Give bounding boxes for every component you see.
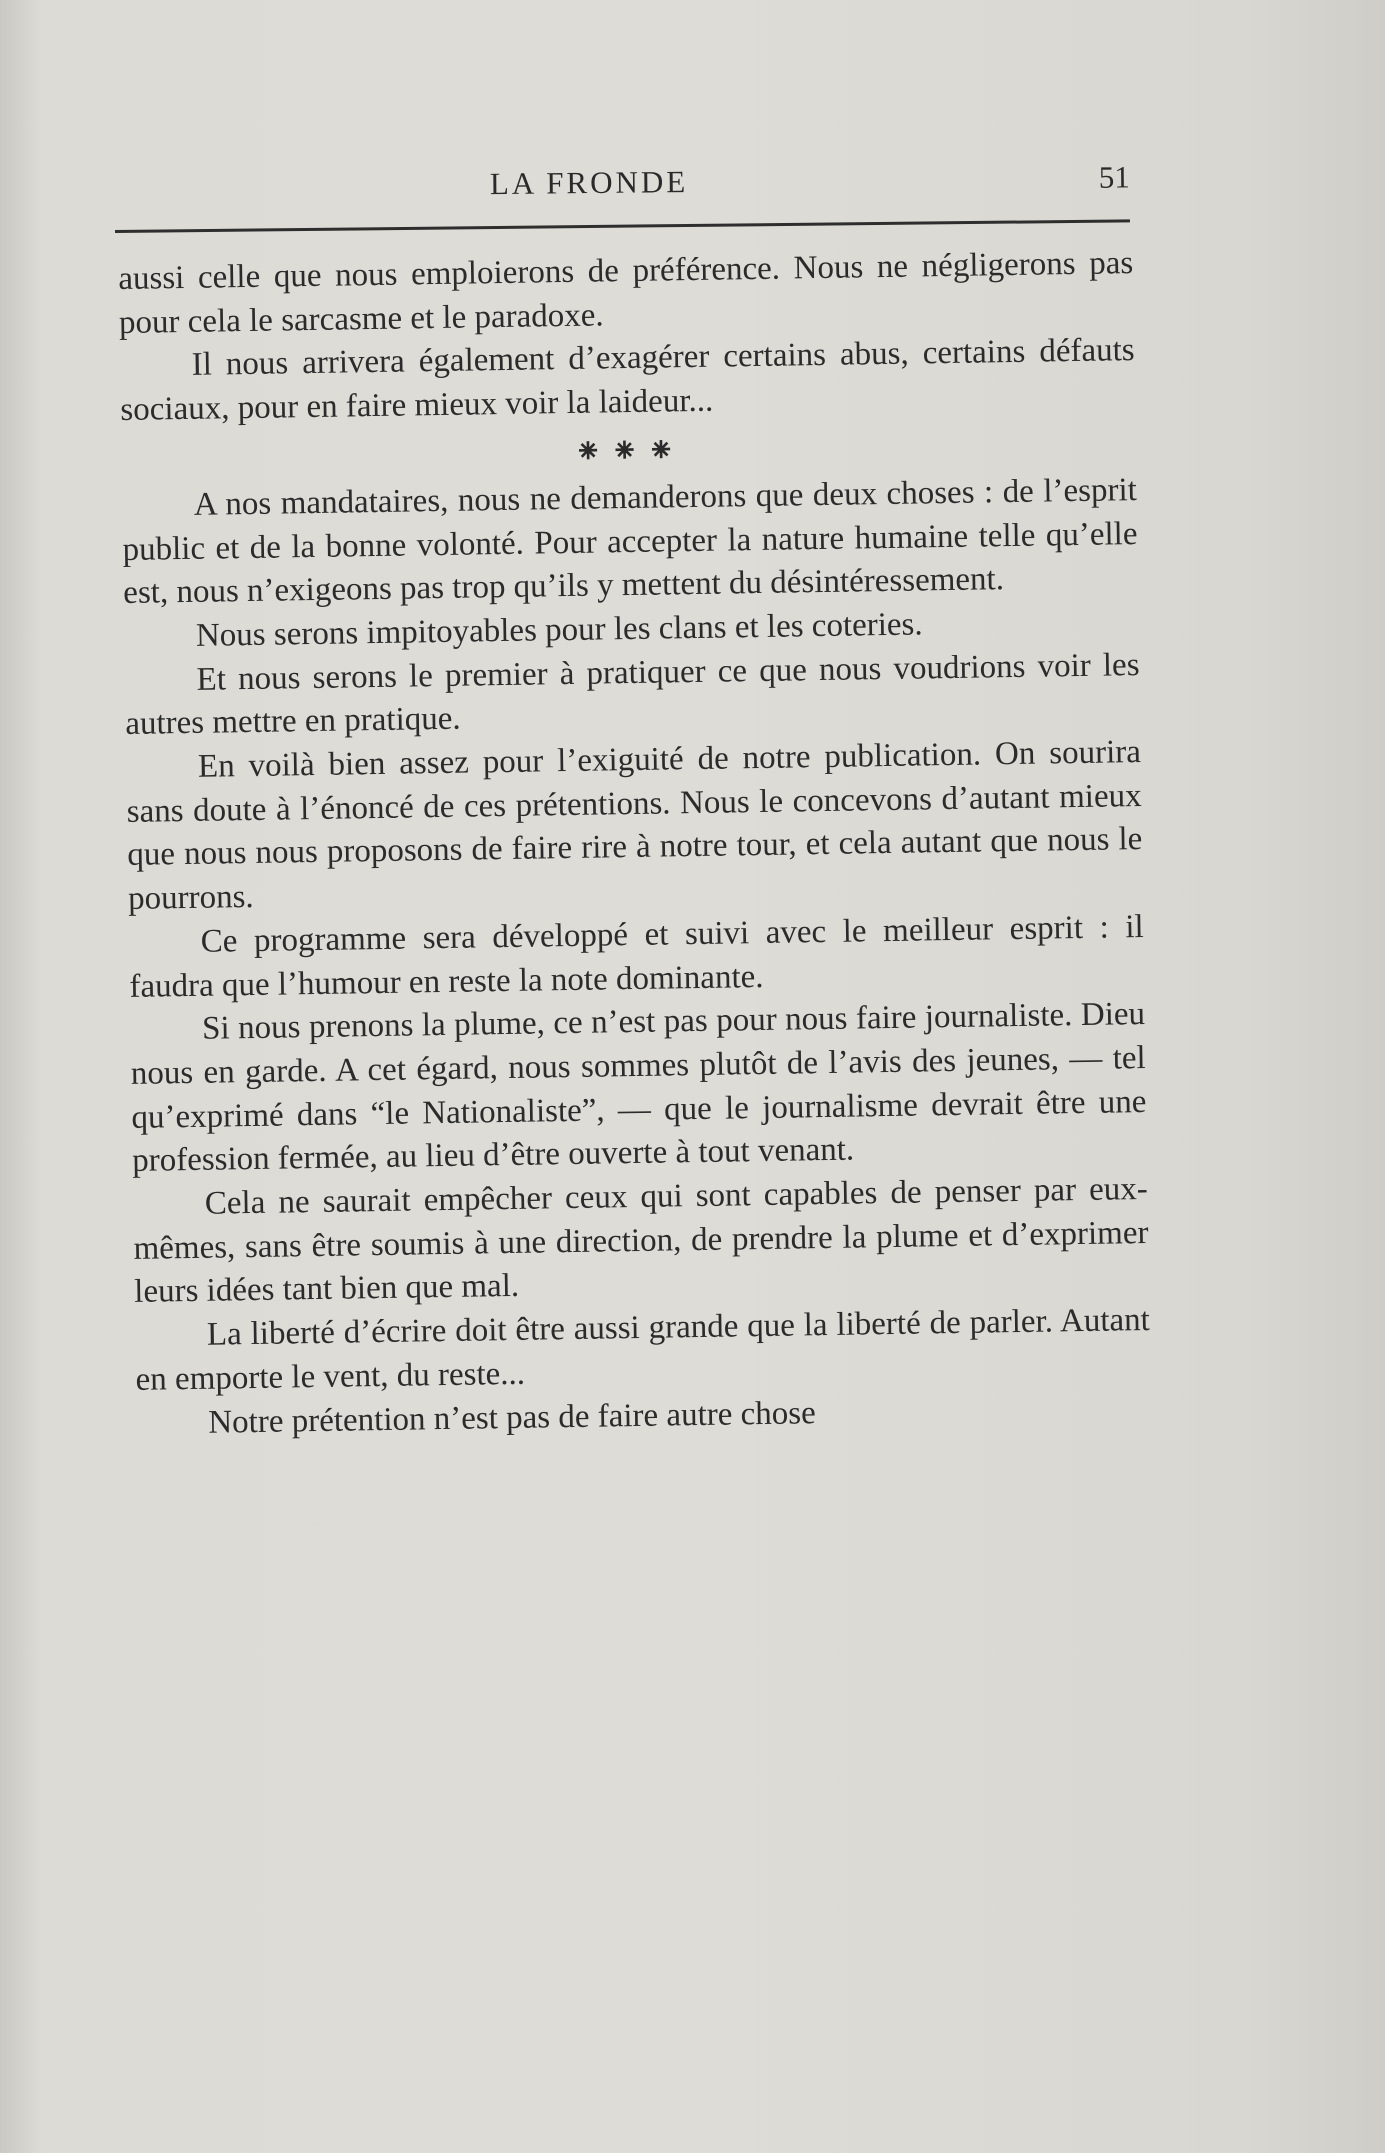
paragraph: La liberté d’écrire doit être aussi grande que la liberté de parler. Autant en emporte le vent, du reste...: [135, 1302, 1151, 1398]
page-number: 51: [1098, 159, 1130, 195]
paragraph: aussi celle que nous emploierons de préférence. Nous ne négligerons pas pour cela le sarcasme et le paradoxe.: [118, 245, 1134, 341]
paragraph: Et nous serons le premier à pratiquer ce que nous voudrions voir les autres mettre en pratique.: [125, 646, 1140, 743]
body-text: [118, 242, 1152, 1446]
paragraph: Il nous arrivera également d’exagérer certains abus, certains défauts sociaux, pour en faire mieux voir la laideur...: [120, 332, 1135, 429]
paragraph: Notre prétention n’est pas de faire autre chose: [208, 1394, 817, 1441]
section-ornament: ⁕⁕⁕: [573, 431, 684, 471]
paragraph: Nous serons impitoyables pour les clans et les coteries.: [195, 606, 923, 654]
paragraph: Si nous prenons la plume, ce n’est pas pour nous faire journaliste. Dieu nous en garde. A cet égard, nous sommes plutôt de l’avis des jeunes, — tel qu’exprimé dans “le Nationaliste”, — que le journalisme devrait être une profession fermée, au lieu d’être ouverte à tout venant.: [130, 996, 1147, 1180]
paragraph: Cela ne saurait empêcher ceux qui sont capables de penser par eux-mêmes, sans être soumis à une direction, de prendre la plume et d’exprimer leurs idées tant bien que mal.: [133, 1171, 1149, 1311]
running-title: LA FRONDE: [489, 163, 689, 202]
paragraph: Ce programme sera développé et suivi avec le meilleur esprit : il faudra que l’humour en reste la note dominante.: [129, 908, 1144, 1005]
paragraph: En voilà bien assez pour l’exiguité de notre publication. On sourira sans doute à l’énoncé de ces prétentions. Nous le concevons d’autant mieux que nous nous proposons de faire rire à notre tour, et cela autant que nous le pourrons.: [126, 734, 1143, 918]
paragraph: A nos mandataires, nous ne demanderons que deux choses : de l’esprit public et de la bonne volonté. Pour accepter la nature humaine telle qu’elle est, nous n’exigeons pas trop qu’ils y mettent du désintéressement.: [122, 471, 1138, 612]
page-header: [115, 159, 1131, 230]
